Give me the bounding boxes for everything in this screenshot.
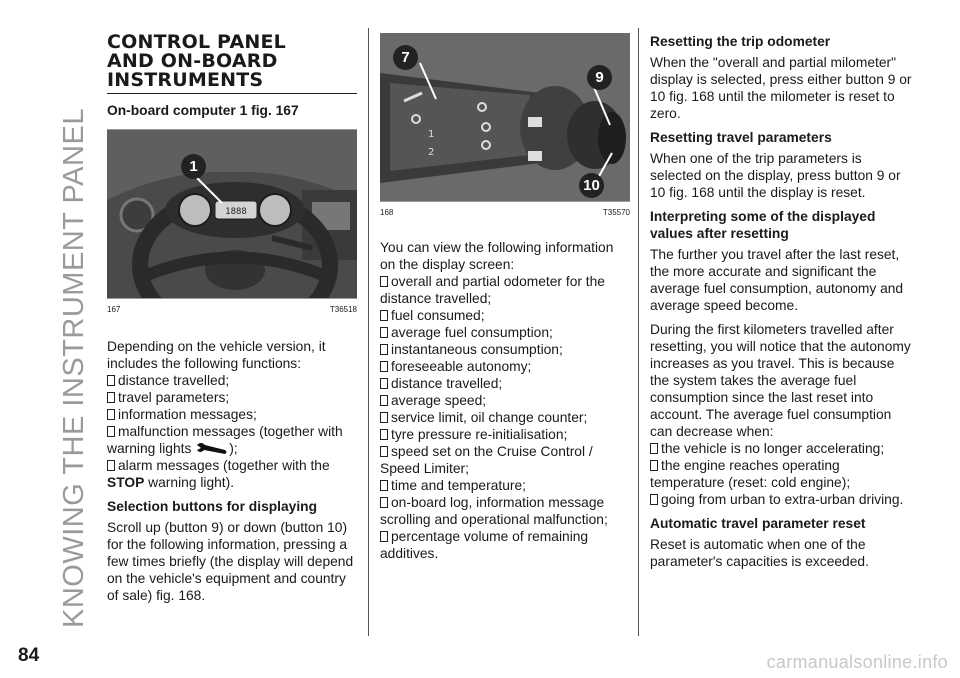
figure-number: 167 <box>107 305 121 314</box>
wrench-icon <box>195 441 229 455</box>
svg-text:2: 2 <box>428 147 435 158</box>
watermark: carmanualsonline.info <box>766 652 948 672</box>
callout-10: 10 <box>579 173 604 198</box>
svg-text:1888: 1888 <box>225 207 247 217</box>
column-divider <box>368 28 369 636</box>
list-item: speed set on the Cruise Control / Speed Limiter; <box>380 444 593 476</box>
list-item: average speed; <box>380 392 630 409</box>
section-heading: Automatic travel parameter reset <box>650 516 866 531</box>
list-item: information messages; <box>107 406 357 423</box>
chapter-title-line: INSTRUMENTS <box>107 69 264 91</box>
list-item: distance travelled; <box>107 372 357 389</box>
chapter-title <box>107 33 357 94</box>
list-item: overall and partial odometer for the distance travelled; <box>380 274 605 306</box>
callout-1: 1 <box>181 154 206 179</box>
chapter-title-line: CONTROL PANEL <box>107 31 286 53</box>
list-item: time and temperature; <box>380 477 630 494</box>
list-item: going from urban to extra-urban driving. <box>650 491 912 508</box>
section-heading: Resetting the trip odometer <box>650 34 831 49</box>
list-item: on-board log, information message scrolling and operational malfunction; <box>380 495 608 527</box>
paragraph: Reset is automatic when one of the parameter's capacities is exceeded. <box>650 537 869 569</box>
list-item: the engine reaches operating temperature (reset: cold engine); <box>650 458 851 490</box>
list-item: tyre pressure re-initialisation; <box>380 426 630 443</box>
page-number: 84 <box>18 645 40 666</box>
section-subtitle: On-board computer 1 fig. 167 <box>107 103 299 118</box>
list-item: instantaneous consumption; <box>380 341 630 358</box>
figure-caption <box>107 299 357 318</box>
list-item: malfunction messages (together with warning lights ); <box>107 424 343 456</box>
column-divider <box>638 28 639 636</box>
list-item: distance travelled; <box>380 375 630 392</box>
list-item: fuel consumed; <box>380 307 630 324</box>
figure-caption <box>380 202 630 221</box>
column-right <box>650 33 912 577</box>
intro-paragraph: Depending on the vehicle version, it includes the following functions: <box>107 339 326 371</box>
intro-paragraph: You can view the following information on the display screen: <box>380 240 614 272</box>
column-middle <box>380 33 630 562</box>
figure-number: 168 <box>380 208 394 217</box>
chapter-sidebar-title: KNOWING THE INSTRUMENT PANEL <box>58 108 90 628</box>
chapter-title-line: AND ON-BOARD <box>107 50 278 72</box>
list-item: average fuel consumption; <box>380 324 630 341</box>
svg-text:1: 1 <box>428 129 435 140</box>
section-heading: Interpreting some of the displayed values after resetting <box>650 209 876 241</box>
paragraph: Scroll up (button 9) or down (button 10) for the following information, pressing a few times briefly (the display will depend on the vehicle's equipment and country of sale) fig. 168. <box>107 520 354 603</box>
figure-code: T36518 <box>329 305 357 314</box>
column-left <box>107 33 357 611</box>
paragraph: When one of the trip parameters is selected on the display, press button 9 or 10 fig. 168 until the display is reset. <box>650 151 901 200</box>
consumption-list <box>650 440 912 508</box>
list-item: travel parameters; <box>107 389 357 406</box>
section-heading: Selection buttons for displaying <box>107 499 318 514</box>
figure-167 <box>107 129 357 299</box>
paragraph: The further you travel after the last reset, the more accurate and significant the average fuel consumption, autonomy and average speed become. <box>650 247 904 313</box>
list-item: service limit, oil change counter; <box>380 409 630 426</box>
paragraph: When the "overall and partial milometer" display is selected, press either button 9 or 10 fig. 168 until the milometer is reset to zero. <box>650 55 912 121</box>
figure-code: T35570 <box>602 208 630 217</box>
list-item: foreseeable autonomy; <box>380 358 630 375</box>
display-info-list <box>380 273 630 562</box>
paragraph: During the first kilometers travelled after resetting, you will notice that the autonomy increases as you travel. This is because the system takes the average fuel consumption since the last reset into account. The average fuel consumption can decrease when: <box>650 322 911 439</box>
callout-7: 7 <box>393 45 418 70</box>
function-list <box>107 372 357 491</box>
figure-168 <box>380 33 630 202</box>
chapter-sidebar <box>54 28 94 628</box>
list-item: percentage volume of remaining additives. <box>380 529 589 561</box>
section-heading: Resetting travel parameters <box>650 130 832 145</box>
list-item: alarm messages (together with the STOP warning light). <box>107 458 330 490</box>
list-item: the vehicle is no longer accelerating; <box>650 440 912 457</box>
dashboard-illustration <box>107 130 357 298</box>
callout-9: 9 <box>587 65 612 90</box>
